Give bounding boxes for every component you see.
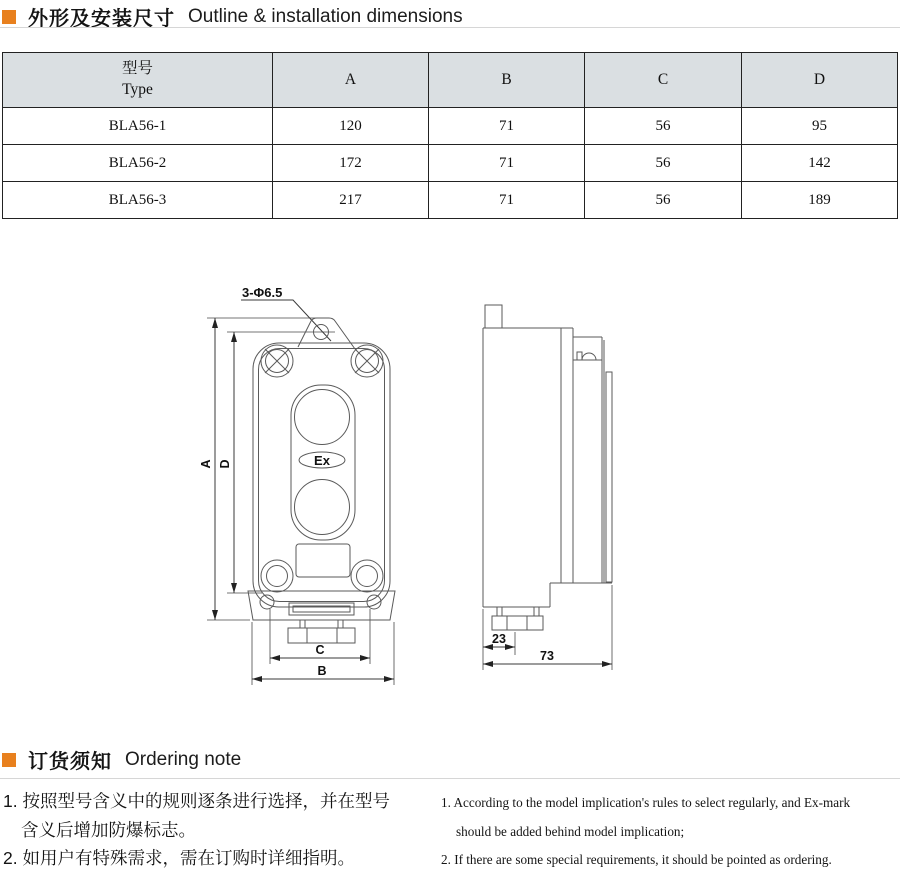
orange-bullet-icon <box>2 753 16 767</box>
push-button-bottom <box>295 480 350 535</box>
dim-23-label: 23 <box>492 632 506 646</box>
table-row <box>3 108 898 145</box>
orange-bullet-icon <box>2 10 16 24</box>
nameplate <box>289 603 354 615</box>
mounting-tab <box>298 318 355 349</box>
section2-title-en: Ordering note <box>125 748 242 770</box>
table-row <box>3 182 898 219</box>
ordering-notes-zh <box>3 787 440 873</box>
ex-mark-label: Ex <box>314 453 330 468</box>
dimensions-table <box>2 52 898 219</box>
dim-d-label: D <box>218 459 232 469</box>
ordering-notes-en <box>441 789 900 875</box>
cell-a: 120 <box>273 108 429 145</box>
section1-title-en: Outline & installation dimensions <box>188 5 463 27</box>
table-header-row <box>3 53 898 108</box>
header-cell-d: D <box>742 53 898 108</box>
cell-b: 71 <box>429 182 585 219</box>
section2-header <box>0 745 241 774</box>
cell-d: 142 <box>742 145 898 182</box>
push-button-top <box>295 390 350 445</box>
note-zh-line: 含义后增加防爆标志。 <box>21 819 196 840</box>
note-zh-line: 1. 按照型号含义中的规则逐条进行选择，并在型号 <box>3 791 390 811</box>
table-row <box>3 145 898 182</box>
section1-title-zh: 外形及安装尺寸 <box>28 8 175 30</box>
note-zh-line: 2. 如用户有特殊需求，需在订购时详细指明。 <box>3 848 355 868</box>
header-cell-b: B <box>429 53 585 108</box>
note-en-line: should be added behind model implication; <box>456 823 685 839</box>
cell-c: 56 <box>585 182 742 219</box>
dim-73-label: 73 <box>540 649 554 663</box>
hole-callout-label: 3-Φ6.5 <box>242 285 283 300</box>
dim-b-label: B <box>317 664 327 678</box>
header-type-zh: 型号 <box>121 60 153 78</box>
note-en-line: 2. If there are some special requirements, it should be pointed as ordering. <box>441 852 832 867</box>
cell-c: 56 <box>585 145 742 182</box>
body-outline <box>253 343 390 607</box>
header-cell-a: A <box>273 53 429 108</box>
cell-model: BLA56-1 <box>3 108 273 145</box>
dim-c-label: C <box>315 643 325 657</box>
cell-model: BLA56-2 <box>3 145 273 182</box>
divider <box>0 27 900 28</box>
header-type-en: Type <box>122 81 153 98</box>
cell-model: BLA56-3 <box>3 182 273 219</box>
cable-gland-side <box>492 616 543 630</box>
outline-drawing <box>185 255 645 725</box>
side-panel <box>606 372 612 582</box>
dim-a-label: A <box>199 459 213 469</box>
cover-clip <box>577 352 582 360</box>
header-cell-type <box>3 53 273 108</box>
cell-d: 95 <box>742 108 898 145</box>
section2-title-zh: 订货须知 <box>28 751 112 773</box>
cell-a: 217 <box>273 182 429 219</box>
side-view <box>483 305 612 670</box>
divider <box>0 778 900 779</box>
cell-c: 56 <box>585 108 742 145</box>
body-inner-outline <box>259 349 385 602</box>
front-view <box>199 285 395 685</box>
cell-d: 189 <box>742 182 898 219</box>
cell-a: 172 <box>273 145 429 182</box>
side-tab <box>485 305 502 328</box>
cable-gland-front <box>288 628 355 643</box>
note-en-line: 1. According to the model implication's rules to select regularly, and Ex-mark <box>441 795 851 810</box>
header-cell-c: C <box>585 53 742 108</box>
lower-plate <box>296 544 350 577</box>
cell-b: 71 <box>429 145 585 182</box>
cell-b: 71 <box>429 108 585 145</box>
